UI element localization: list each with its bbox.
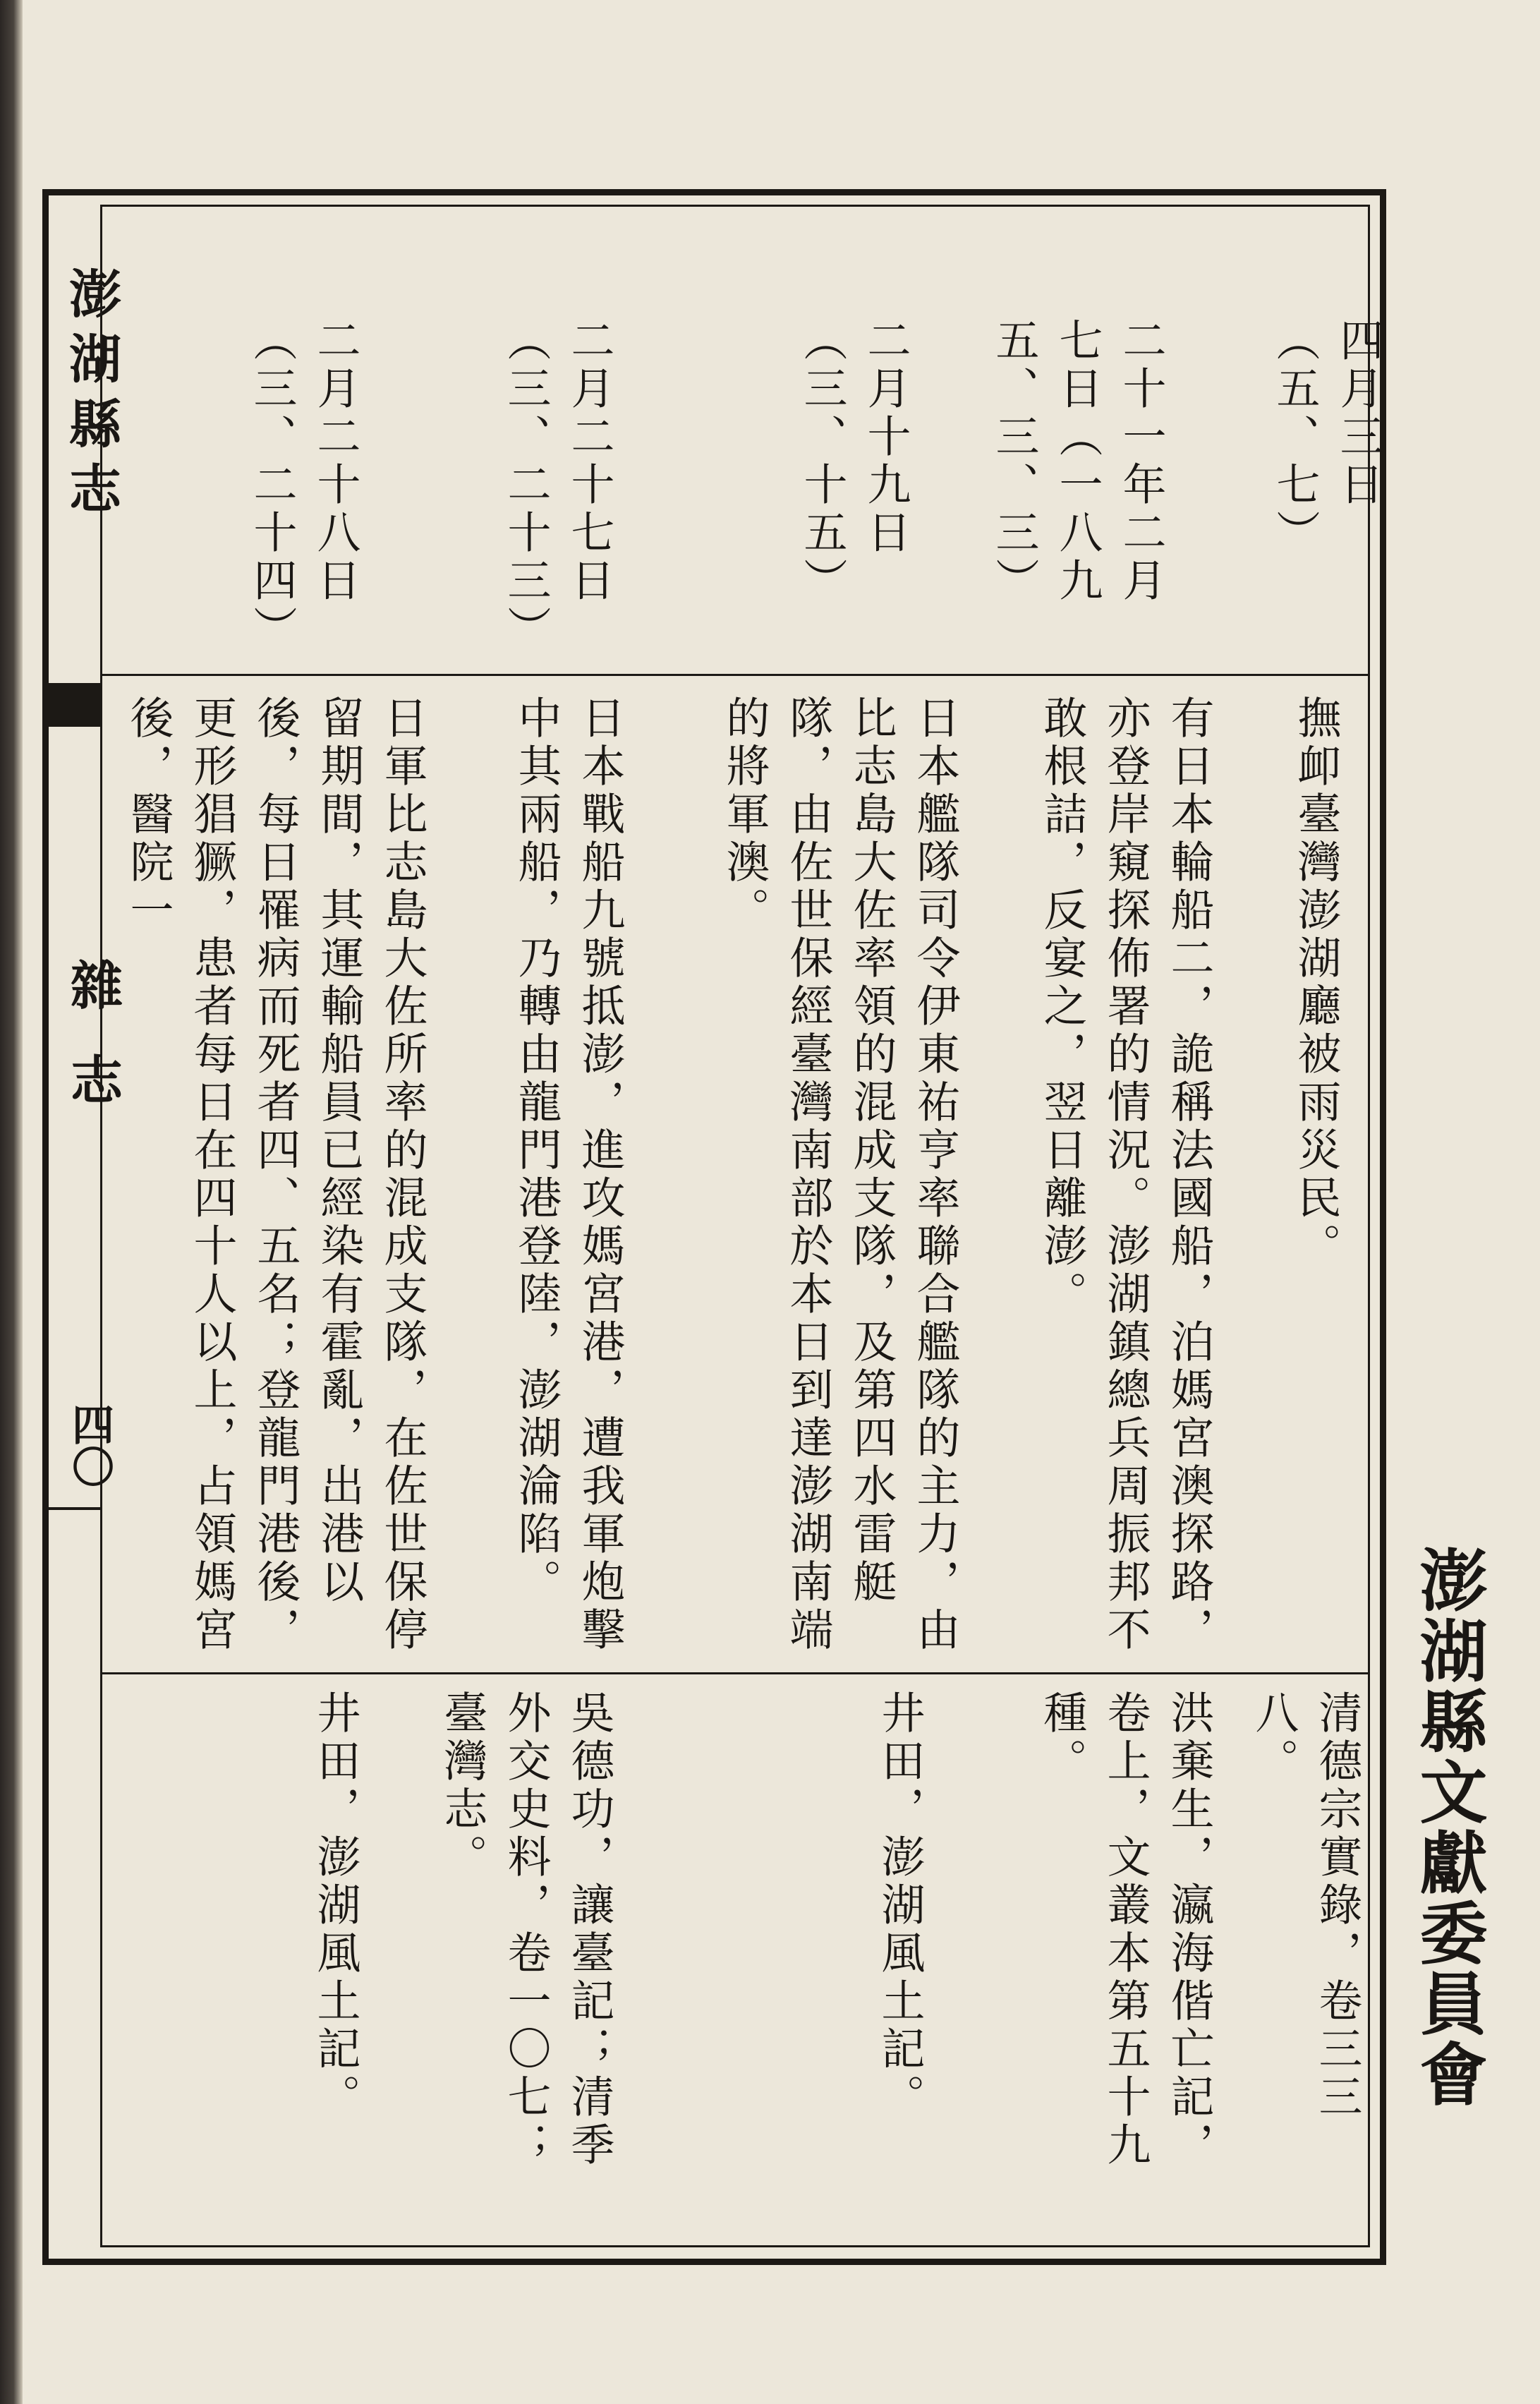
publisher-name: 澎湖縣文獻委員會 [1409, 1545, 1489, 2110]
row-2-source: 洪棄生，瀛海偕亡記，卷上，文叢本第五十九種。 [1036, 1690, 1215, 2170]
row-4-event: 日本戰船九號抵澎，進攻媽宮港，遭我軍炮擊中其兩船，乃轉由龍門港登陸，澎湖淪陷。 [511, 695, 626, 1655]
row-5-date: 二月二十八日（三、二十四） [246, 318, 361, 653]
fish-tail-line [42, 724, 100, 727]
rule-date-event [102, 674, 1368, 676]
row-2-date: 二十一年二月七日（一八九五、三、三） [988, 318, 1167, 605]
row-5-event: 日軍比志島大佐所率的混成支隊，在佐世保停留期間，其運輸船員已經染有霍亂，出港以後，每日罹病而死者四、五名；登龍門港後，更形猖獗，患者每日在四十人以上，占領媽宮後，醫院一 [123, 695, 428, 1655]
row-3-event: 日本艦隊司令伊東祐亨率聯合艦隊的主力，由比志島大佐率領的混成支隊，及第四水雷艇隊，由佐世保經臺灣南部於本日到達澎湖南端的將軍澳。 [719, 695, 961, 1655]
rule-event-source [102, 1672, 1368, 1674]
row-4-date: 二月二十七日（三、二十三） [500, 318, 615, 653]
fish-tail-mark [42, 683, 100, 724]
row-3-date: 二月十九日（三、十五） [796, 318, 911, 605]
fish-tail-line-lower [42, 1507, 100, 1510]
row-1-event: 撫卹臺灣澎湖廳被雨災民。 [1290, 695, 1342, 1271]
row-1-date: 四月三日（五、七） [1269, 318, 1384, 557]
row-1-source: 清德宗實錄，卷三三八。 [1248, 1690, 1363, 2122]
row-5-source: 井田，澎湖風土記。 [310, 1690, 361, 2122]
row-4-source: 吳德功，讓臺記；清季外交史料，卷一〇七；臺灣志。 [437, 1690, 615, 2170]
book-title: 澎湖縣志 [61, 267, 121, 526]
row-2-event: 有日本輪船二，詭稱法國船，泊媽宮澳探路，亦登岸窺探佈署的情況。澎湖鎮總兵周振邦不敢根詰，反宴之，翌日離澎。 [1036, 695, 1215, 1655]
row-3-source: 井田，澎湖風土記。 [874, 1690, 926, 2122]
margin-column [42, 189, 123, 2265]
book-spine [0, 0, 23, 2404]
section-name: 雜志 [62, 958, 123, 1147]
page-number: 四〇 [65, 1403, 114, 1487]
